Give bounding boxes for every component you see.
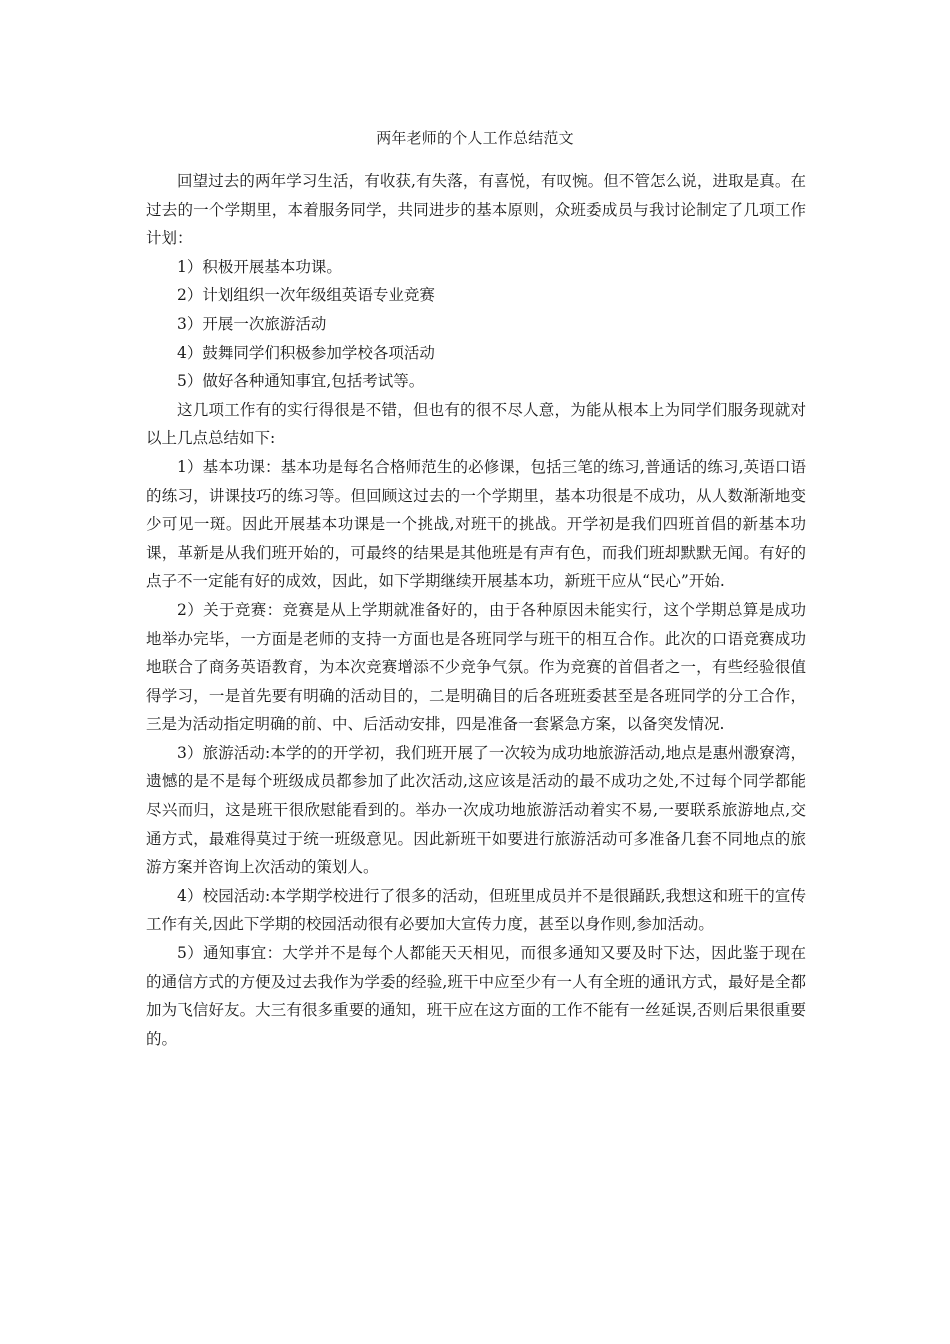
document-body [146,167,806,1053]
summary-notices-paragraph: 5）通知事宜：大学并不是每个人都能天天相见，而很多通知又要及时下达，因此鉴于现在的通信方式的方便及过去我作为学委的经验,班干中应至少有一人有全班的通讯方式，最好是全都加为飞信好友。大三有很多重要的通知，班干应在这方面的工作不能有一丝延误,否则后果很重要的。 [146,944,806,1048]
plan-item-3: 3）开展一次旅游活动 [177,314,327,333]
plan-item-4: 4）鼓舞同学们积极参加学校各项活动 [177,343,435,362]
plan-item-2: 2）计划组织一次年级组英语专业竞赛 [177,286,435,305]
summary-competition-paragraph: 2）关于竞赛：竞赛是从上学期就准备好的，由于各种原因未能实行，这个学期总算是成功地举办完毕，一方面是老师的支持一方面也是各班同学与班干的相互合作。此次的口语竞赛成功地联合了商务英语教育，为本次竞赛增添不少竞争气氛。作为竞赛的首倡者之一，有些经验很值得学习，一是首先要有明确的活动目的，二是明确目的后各班班委甚至是各班同学的分工合作，三是为活动指定明确的前、中、后活动安排，四是准备一套紧急方案，以备突发情况. [146,600,806,734]
plan-item-5: 5）做好各种通知事宜,包括考试等。 [177,372,425,391]
summary-travel-paragraph: 3）旅游活动:本学的的开学初，我们班开展了一次较为成功地旅游活动,地点是惠州溵寮湾，遗憾的是不是每个班级成员都参加了此次活动,这应该是活动的最不成功之处,不过每个同学都能尽兴而归，这是班干很欣慰能看到的。举办一次成功地旅游活动着实不易,一要联系旅游地点,交通方式，最难得莫过于统一班级意见。因此新班干如要进行旅游活动可多准备几套不同地点的旅游方案并咨询上次活动的策划人。 [146,743,806,877]
plan-item-1: 1）积极开展基本功课。 [177,257,342,276]
summary-basic-skills-paragraph: 1）基本功课：基本功是每名合格师范生的必修课，包括三笔的练习,普通话的练习,英语口语的练习，讲课技巧的练习等。但回顾这过去的一个学期里，基本功很是不成功，从人数渐渐地变少可见一斑。因此开展基本功课是一个挑战,对班干的挑战。开学初是我们四班首倡的新基本功课，革新是从我们班开始的，可最终的结果是其他班是有声有色，而我们班却默默无闻。有好的点子不一定能有好的成效，因此，如下学期继续开展基本功，新班干应从“民心”开始. [146,457,806,591]
document-title: 两年老师的个人工作总结范文 [376,129,574,147]
intro-paragraph: 回望过去的两年学习生活，有收获,有失落，有喜悦，有叹惋。但不管怎么说，进取是真。在过去的一个学期里，本着服务同学，共同进步的基本原则，众班委成员与我讨论制定了几项工作计划： [146,172,806,248]
summary-intro-paragraph: 这几项工作有的实行得很是不错，但也有的很不尽人意，为能从根本上为同学们服务现就对以上几点总结如下: [146,400,806,448]
summary-campus-activities-paragraph: 4）校园活动:本学期学校进行了很多的活动，但班里成员并不是很踊跃,我想这和班干的宣传工作有关,因此下学期的校园活动很有必要加大宣传力度，甚至以身作则,参加活动。 [146,886,806,934]
